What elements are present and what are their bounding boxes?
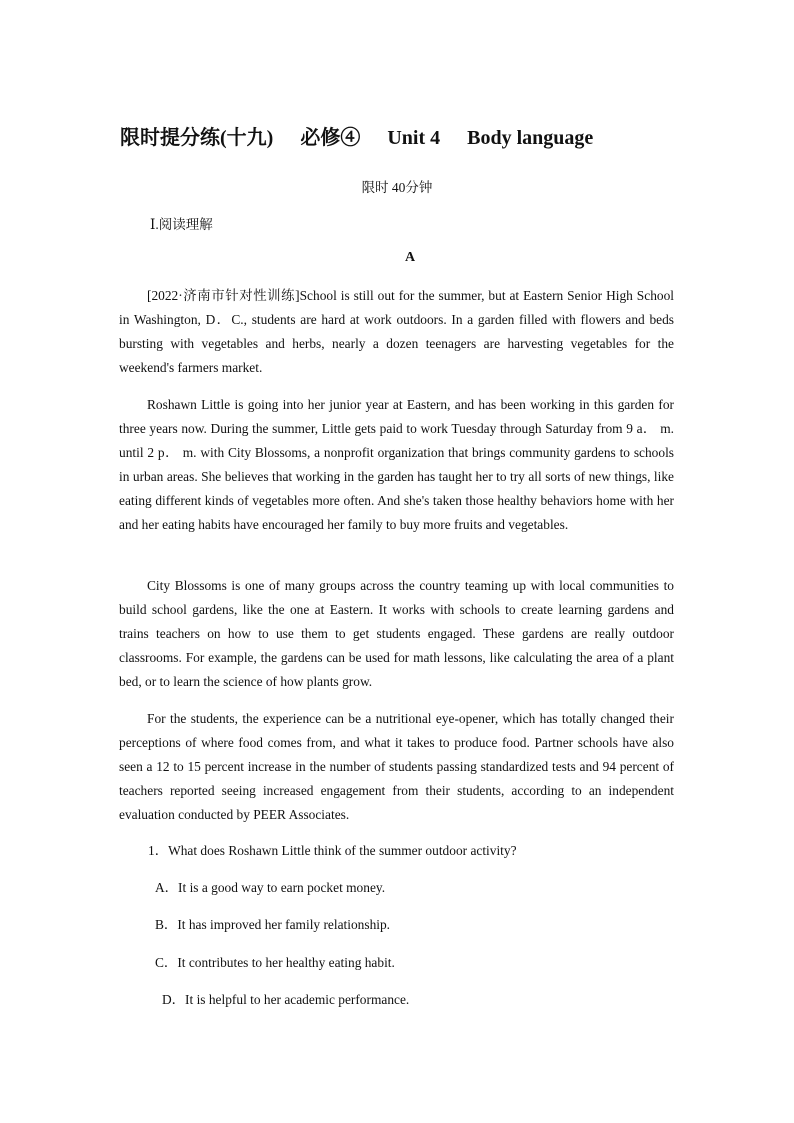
option-b: B．It has improved her family relationship. [155,917,391,932]
passage-label: A [404,250,416,265]
title-part: 必修④ [300,127,361,149]
title-part: Unit 4 [387,127,441,149]
option-d: D．It is helpful to her academic performance. [162,992,410,1007]
section-heading: Ⅰ.阅读理解 [150,217,213,232]
title-part: Body language [467,127,594,149]
passage-paragraph: For the students, the experience can be a nutritional eye-opener, which has totally changed their perceptions of where food comes from, and what it takes to produce food. Partner schools have also seen a 12 to 15 percent increase in the number of students passing standardized tests and 94 percent of teachers reported seeing increased engagement from their students, according to an independent evaluation conducted by PEER Associates. [119,711,674,822]
passage-paragraph: City Blossoms is one of many groups across the country teaming up with local communities to build school gardens, like the one at Eastern. It works with schools to create learning gardens and trains teachers on how to use them to get students engaged. These gardens are really outdoor classrooms. For example, the gardens can be used for math lessons, like calculating the area of a plant bed, or to learn the science of how plants grow. [119,578,674,689]
title-part: 限时提分练(十九) [120,127,274,149]
option-a: A．It is a good way to earn pocket money. [155,880,386,895]
time-limit: 限时 40分钟 [361,180,433,195]
page-title [120,121,760,150]
passage-paragraph: Roshawn Little is going into her junior year at Eastern, and has been working in this garden for three years now. During the summer, Little gets paid to work Tuesday through Saturday from 9 a． m. until 2 p． m. with City Blossoms, a nonprofit organization that brings community gardens to schools in urban areas. She believes that working in the garden has taught her to try all sorts of new things, like eating different kinds of vegetables more often. And she's taken those healthy behaviors home with her and her eating habits have encouraged her family to buy more fruits and vegetables. [119,397,674,532]
passage-paragraph: [2022·济南市针对性训练]School is still out for the summer, but at Eastern Senior High School in Washington, D．C., students are hard at work outdoors. In a garden filled with flowers and beds bursting with vegetables and herbs, nearly a dozen teenagers are harvesting vegetables for the weekend's farmers market. [119,288,674,375]
question-text: 1．What does Roshawn Little think of the summer outdoor activity? [148,843,517,858]
option-c: C．It contributes to her healthy eating habit. [155,955,395,970]
